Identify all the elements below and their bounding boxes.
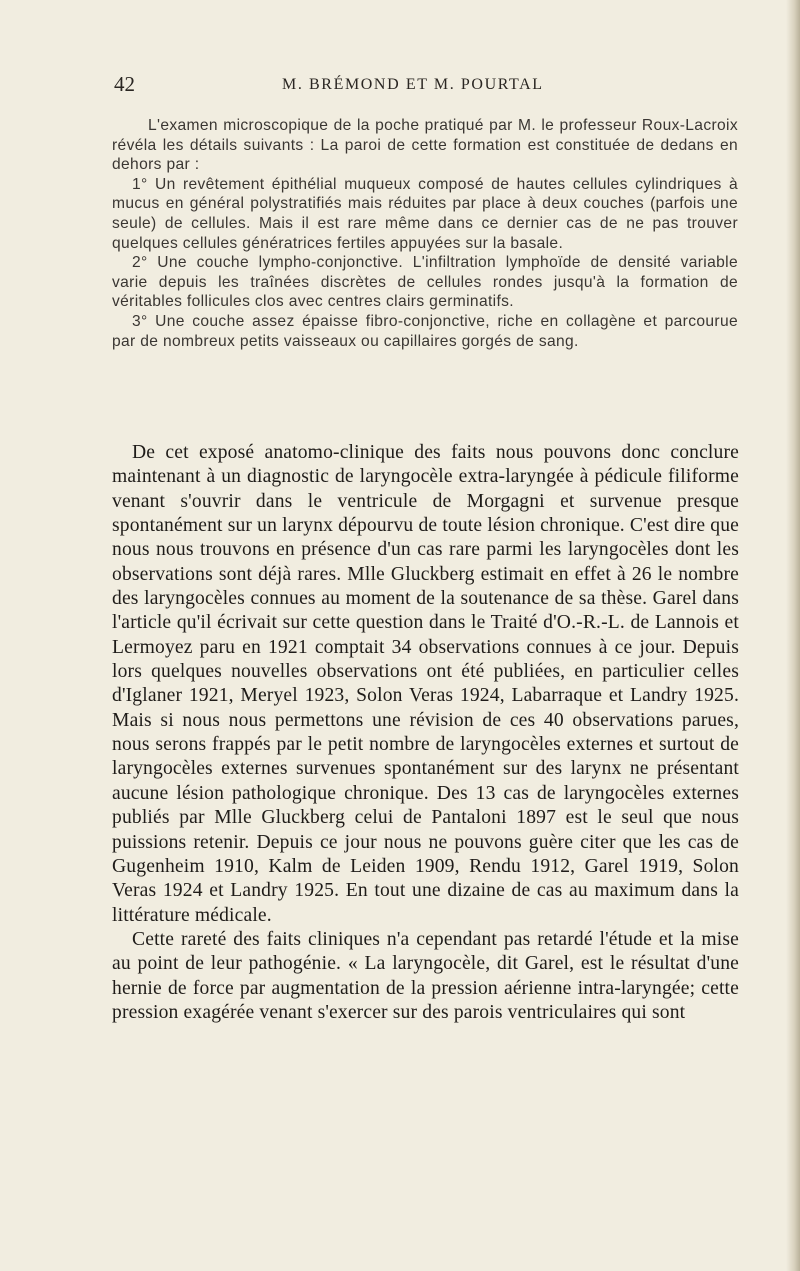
note-paragraph: 1° Un revêtement épithélial muqueux composé de hautes cellules cylindriques à mucus en général polystratifiés mais réduites par place à deux couches (parfois une seule) de cellules. Mais il est rare même dans ce dernier cas de ne pas trouver quelques cellules génératrices fertiles appuyées sur la basale. <box>112 175 738 252</box>
page-edge <box>786 0 800 1271</box>
page-header <box>114 72 740 98</box>
body-paragraph: De cet exposé anatomo-clinique des faits nous pouvons donc conclure maintenant à un diagnostic de laryngocèle extra-laryngée à pédicule filiforme venant s'ouvrir dans le ventricule de Morgagni et survenue presque spontanément sur un larynx dépourvu de toute lésion chronique. C'est dire que nous nous trouvons en présence d'un cas rare parmi les laryngocèles dont les observations sont déjà rares. Mlle Gluckberg estimait en effet à 26 le nombre des laryngocèles connues au moment de la soutenance de sa thèse. Garel dans l'article qu'il écrivait sur cette question dans le Traité d'O.-R.-L. de Lannois et Lermoyez paru en 1921 comptait 34 observations connues à ce jour. Depuis lors quelques nouvelles observations ont été publiées, en particulier celles d'Iglaner 1921, Meryel 1923, Solon Veras 1924, Labarraque et Landry 1925. Mais si nous nous permettons une révision de ces 40 observations parues, nous serons frappés par le petit nombre de laryngocèles externes et surtout de laryngocèles externes survenues spontanément sur des larynx ne présentant aucune lésion pathologique chronique. Des 13 cas de laryngocèles externes publiés par Mlle Gluckberg celui de Pantaloni 1897 est le seul que nous puissions retenir. Depuis ce jour nous ne pouvons guère citer que les cas de Gugenheim 1910, Kalm de Leiden 1909, Rendu 1912, Garel 1919, Solon Veras 1924 et Landry 1925. En tout une dizaine de cas au maximum dans la littérature médicale. <box>112 442 739 926</box>
note-paragraph: 2° Une couche lympho-conjonctive. L'infiltration lymphoïde de densité variable varie depuis les traînées discrètes de cellules rondes jusqu'à la formation de véritables follicules clos avec centres clairs germinatifs. <box>112 254 738 311</box>
note-paragraph: 3° Une couche assez épaisse fibro-conjonctive, riche en collagène et parcourue par de nombreux petits vaisseaux ou capillaires gorgés de sang. <box>112 312 738 350</box>
histology-notes <box>112 116 738 351</box>
running-head: M. BRÉMOND ET M. POURTAL <box>282 76 544 93</box>
page-number: 42 <box>114 72 135 96</box>
body-paragraph: Cette rareté des faits cliniques n'a cependant pas retardé l'étude et la mise au point de leur pathogénie. « La laryngocèle, dit Garel, est le résultat d'une hernie de force par augmentation de la pression aérienne intra-laryngée; cette pression exagérée venant s'exercer sur des parois ventriculaires qui sont <box>112 928 739 1023</box>
note-paragraph: L'examen microscopique de la poche pratiqué par M. le professeur Roux-Lacroix révéla les détails suivants : La paroi de cette formation est constituée de dedans en dehors par : <box>112 117 738 174</box>
body-text <box>112 441 739 1025</box>
